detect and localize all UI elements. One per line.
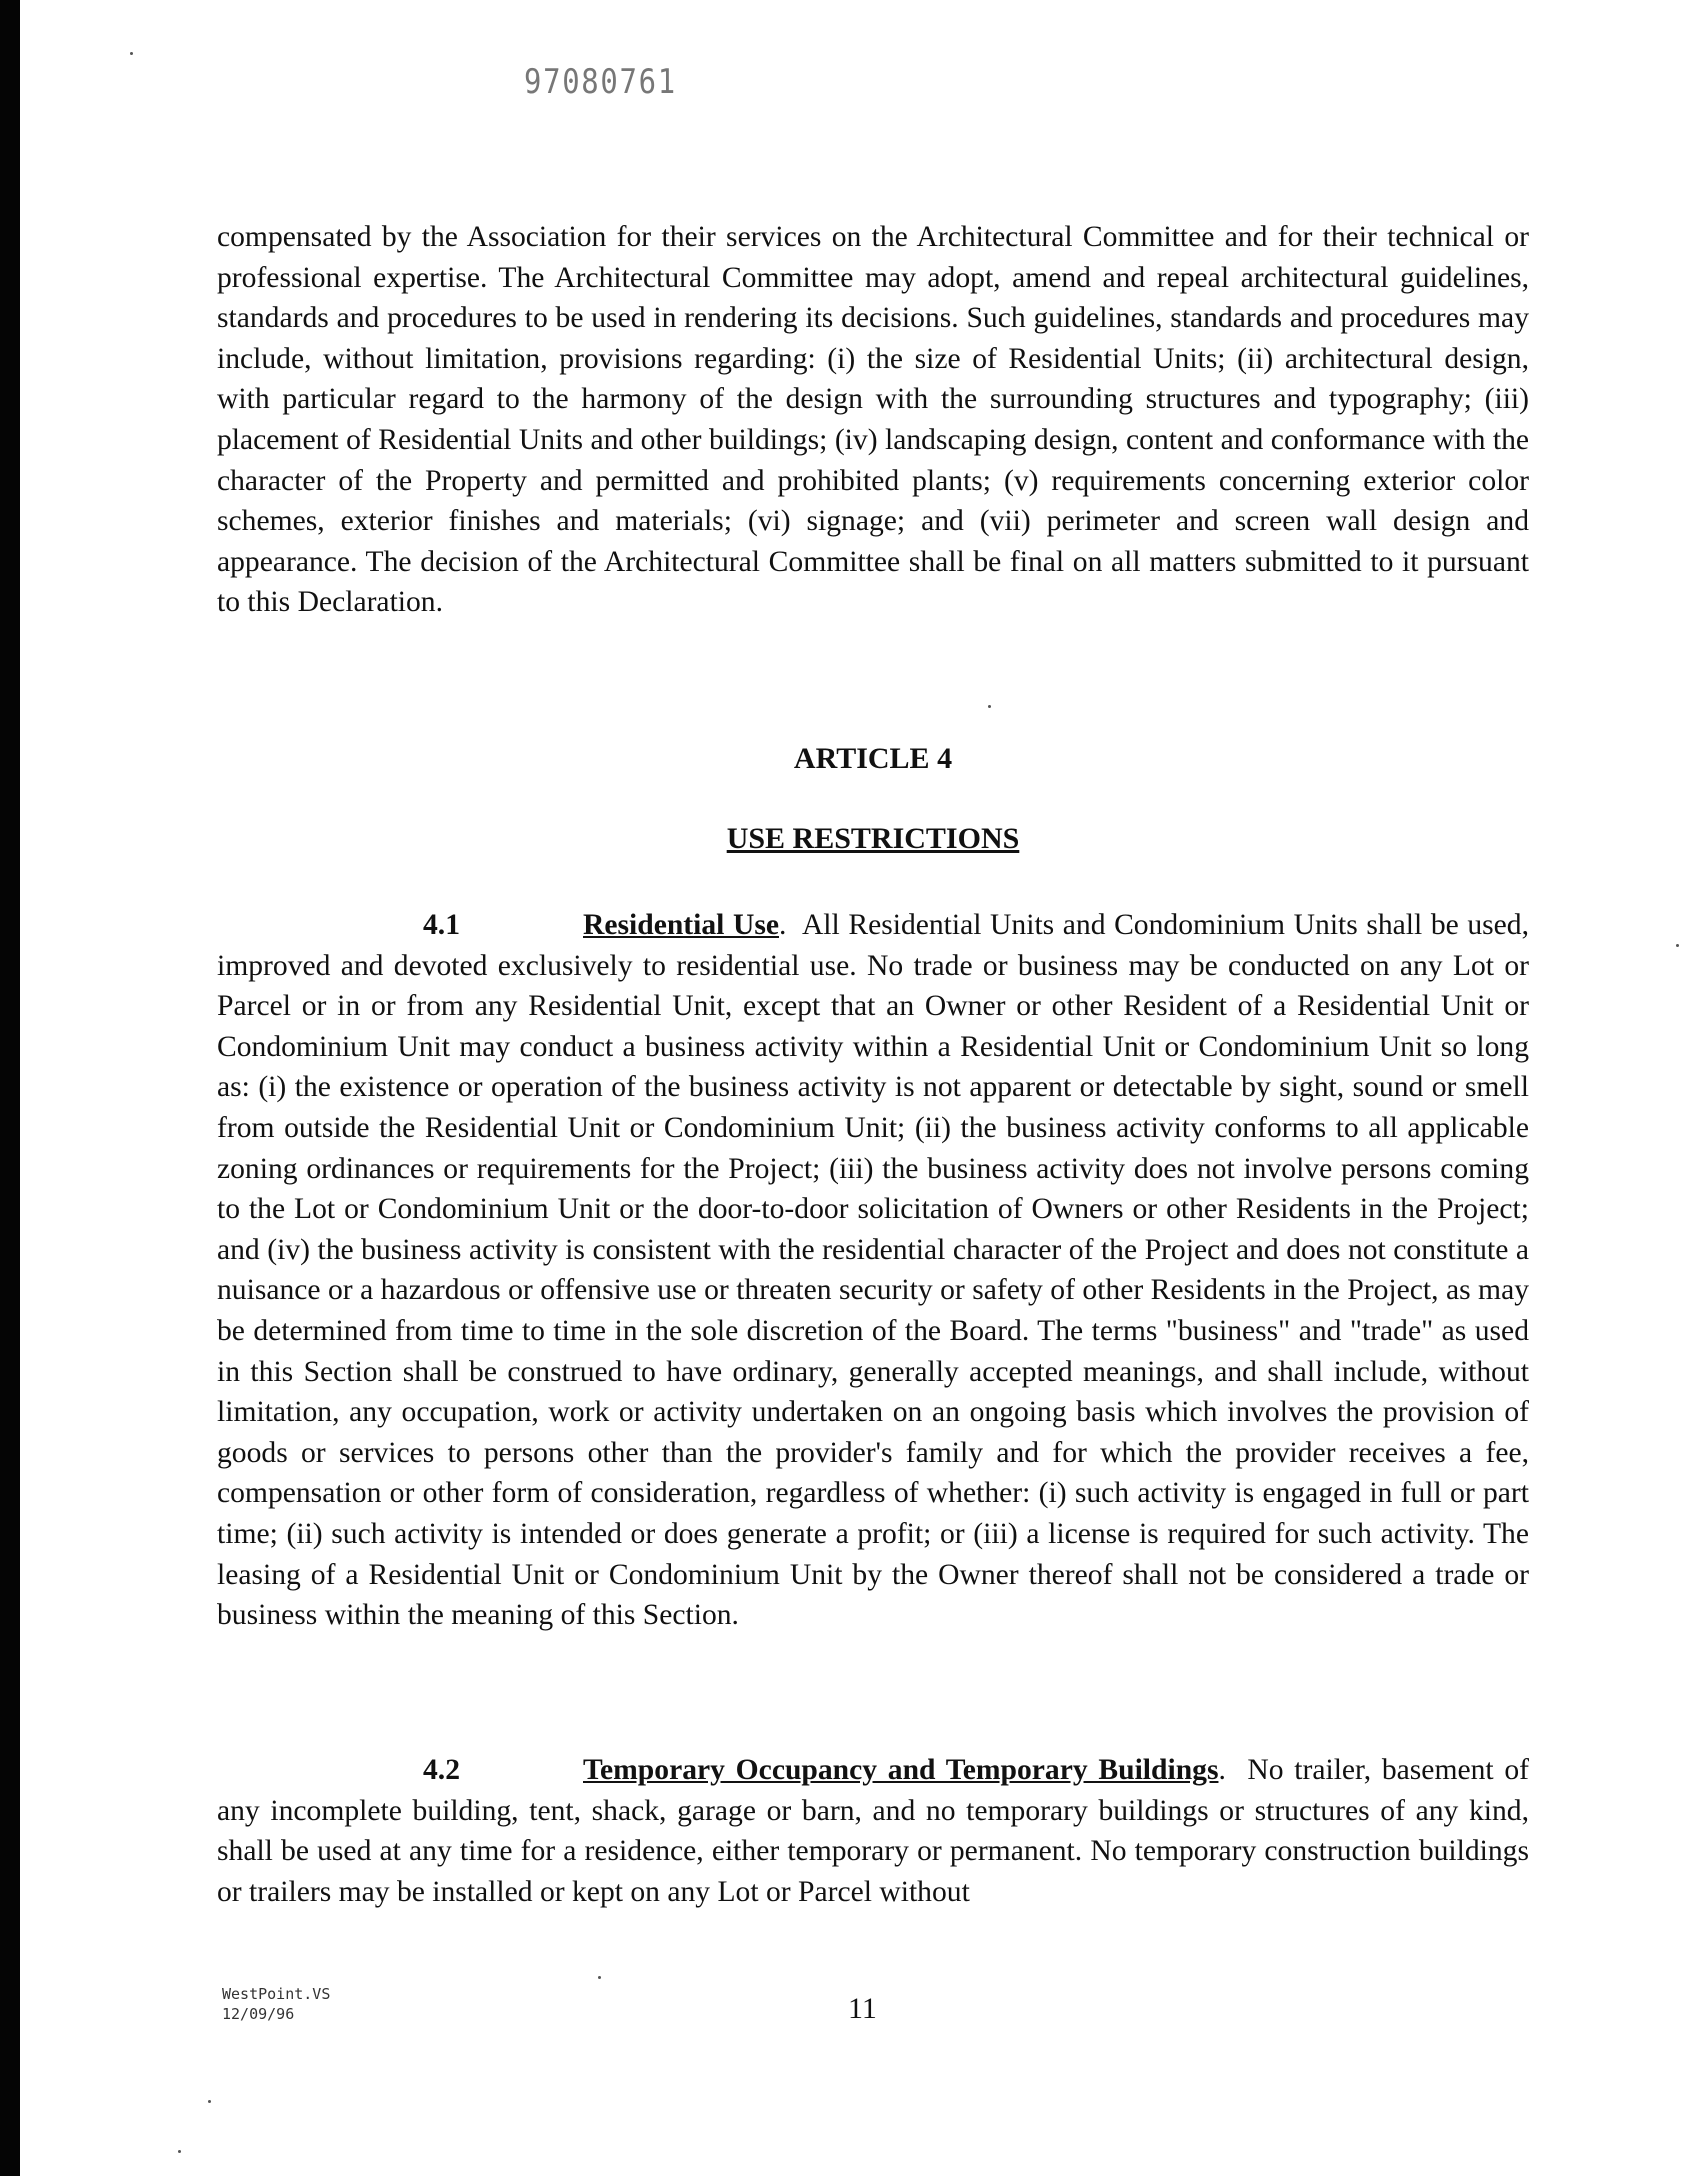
section-number: 4.1 bbox=[423, 909, 460, 941]
section-number: 4.2 bbox=[423, 1754, 460, 1786]
footer-file-info bbox=[222, 1984, 330, 2024]
scan-left-edge bbox=[0, 0, 20, 2176]
section-title-period: . bbox=[1218, 1754, 1226, 1786]
footer-date: 12/09/96 bbox=[222, 2005, 295, 2023]
section-body: No trailer, basement of any incomplete building, tent, shack, garage or barn, and no temporary buildings or structures of any kind, shall be used at any time for a residence, either temporary or permanent. No temporary construction buildings or trailers may be installed or kept on any Lot or Parcel without bbox=[217, 1754, 1530, 1908]
section-body: All Residential Units and Condominium Units shall be used, improved and devoted exclusively to residential use. No trade or business may be conducted on any Lot or Parcel or in or from any Residential Unit, except that an Owner or other Resident of a Residential Unit or Condominium Unit may conduct a business activity within a Residential Unit or Condominium Unit so long as: (i) the existence or operation of the business activity is not apparent or detectable by sight, sound or smell from outside the Residential Unit or Condominium Unit; (ii) the business activity conforms to all applicable zoning ordinances or requirements for the Project; (iii) the business activity does not involve persons coming to the Lot or Condominium Unit or the door-to-door solicitation of Owners or other Residents in the Project; and (iv) the business activity is consistent with the residential character of the Project and does not constitute a nuisance or a hazardous or offensive use or threaten security or safety of other Residents in the Project, as may be determined from time to time in the sole discretion of the Board. The terms "business" and "trade" as used in this Section shall be construed to have ordinary, generally accepted meanings, and shall include, without limitation, any occupation, work or activity undertaken on an ongoing basis which involves the provision of goods or services to persons other than the provider's family and for which the provider receives a fee, compensation or other form of consideration, regardless of whether: (i) such activity is engaged in full or part time; (ii) such activity is intended or does generate a profit; or (iii) a license is required for such activity. The leasing of a Residential Unit or Condominium Unit by the Owner thereof shall not be considered a trade or business within the meaning of this Section. bbox=[217, 909, 1529, 1632]
section-title: Temporary Occupancy and Temporary Buildings bbox=[583, 1754, 1219, 1786]
article-title: USE RESTRICTIONS bbox=[726, 822, 1020, 855]
scan-speck bbox=[598, 1976, 601, 1979]
scan-speck bbox=[988, 705, 991, 708]
scan-speck bbox=[208, 2100, 211, 2103]
scan-speck bbox=[1676, 944, 1679, 947]
section-4-1 bbox=[217, 905, 1529, 1636]
section-title-period: . bbox=[779, 909, 787, 941]
scan-speck bbox=[178, 2150, 181, 2153]
scan-speck bbox=[130, 52, 133, 55]
intro-paragraph: compensated by the Association for their services on the Architectural Committee and for their technical or professional expertise. The Architectural Committee may adopt, amend and repeal architectural guidelines, standards and procedures to be used in rendering its decisions. Such guidelines, standards and procedures may include, without limitation, provisions regarding: (i) the size of Residential Units; (ii) architectural design, with particular regard to the harmony of the design with the surrounding structures and typography; (iii) placement of Residential Units and other buildings; (iv) landscaping design, content and conformance with the character of the Property and permitted and prohibited plants; (v) requirements concerning exterior color schemes, exterior finishes and materials; (vi) signage; and (vii) perimeter and screen wall design and appearance. The decision of the Architectural Committee shall be final on all matters submitted to it pursuant to this Declaration. bbox=[217, 221, 1529, 619]
section-4-2 bbox=[217, 1750, 1529, 1912]
page-number: 11 bbox=[848, 1992, 877, 2025]
footer-file-name: WestPoint.VS bbox=[222, 1985, 331, 2003]
section-title: Residential Use bbox=[583, 909, 779, 941]
document-stamp-number: 97080761 bbox=[524, 62, 677, 102]
article-heading: ARTICLE 4 bbox=[793, 742, 953, 775]
